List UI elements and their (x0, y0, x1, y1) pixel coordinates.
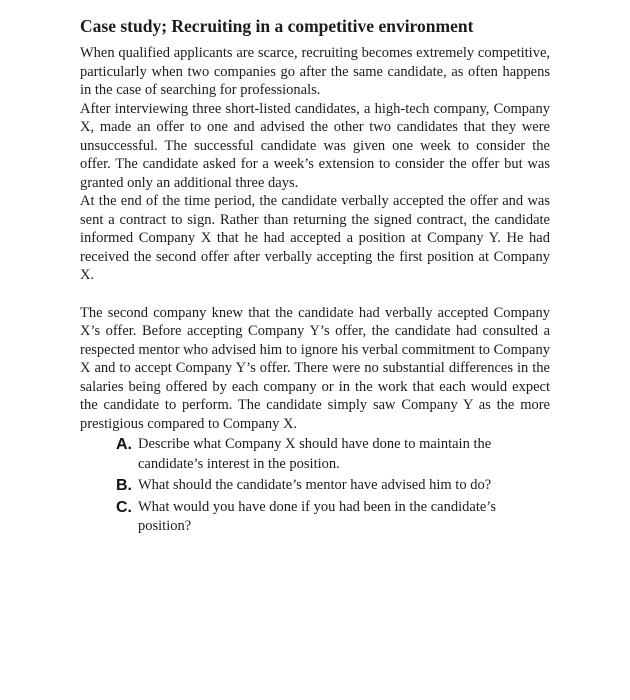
case-study-document (80, 14, 550, 539)
question-a-text: Describe what Company X should have done to maintain the candidate’s interest in the position. (138, 436, 492, 472)
paragraph-interview: After interviewing three short-listed candidates, a high-tech company, Company X, made an offer to one and advised the other two candidates that they were unsuccessful. The successful candidate was given one week to consider the offer. The candidate asked for a week’s extension to consider the offer but was granted only an additional three days. (80, 100, 550, 191)
question-b-text: What should the candidate’s mentor have advised him to do? (138, 477, 492, 493)
paragraph-intro: When qualified applicants are scarce, recruiting becomes extremely competitive, particularly when two companies go after the same candidate, as often happens in the case of searching for professionals. (80, 45, 550, 98)
question-b (80, 476, 533, 496)
paragraph-contract: At the end of the time period, the candidate verbally accepted the offer and was sent a contract to sign. Rather than returning the signed contract, the candidate informed Company X that he had accepted a position at Company Y. He had received the second offer after verbally accepting the first position at Company X. (80, 193, 550, 283)
document-title: Case study; Recruiting in a competitive environment (80, 16, 474, 36)
question-c-letter: C. (116, 498, 132, 516)
question-c (80, 498, 533, 537)
question-c-text: What would you have done if you had been in the candidate’s position? (138, 498, 496, 534)
question-a (80, 435, 533, 474)
question-list (80, 435, 550, 537)
question-a-letter: A. (116, 436, 132, 453)
paragraph-second-company: The second company knew that the candidate had verbally accepted Company X’s offer. Before accepting Company Y’s offer, the candidate had consulted a respected mentor who advised him to ignore his verbal commitment to Company X and to accept Company Y’s offer. There were no substantial differences in the salaries being offered by each company or in the work that each would expect the candidate to perform. The candidate simply saw Company Y as the more prestigious compared to Company X. (80, 304, 550, 432)
question-b-letter: B. (116, 477, 132, 494)
